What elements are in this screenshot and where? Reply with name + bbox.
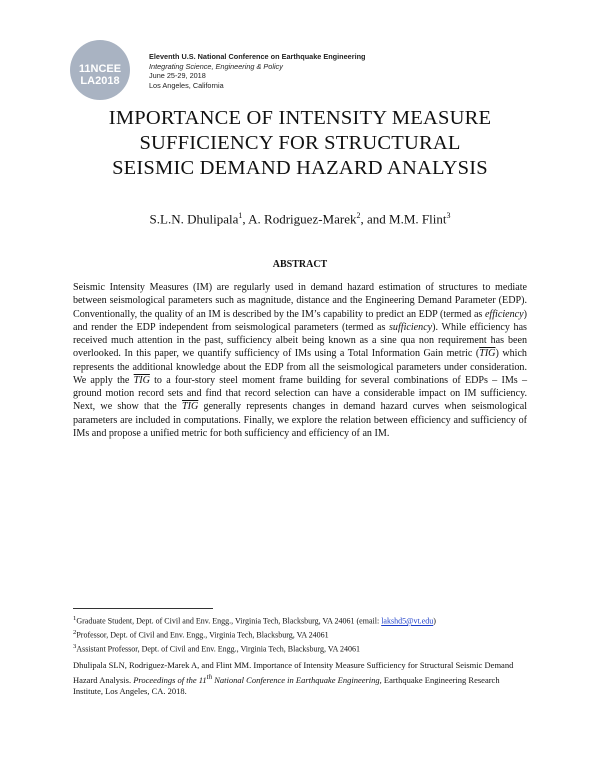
conference-logo (70, 40, 130, 100)
author-list (60, 211, 540, 227)
abstract-text: ) and render the EDP independent from seismological parameters (termed as (73, 308, 527, 333)
citation-proceedings: National Conference in Earthquake Engineering (212, 674, 380, 685)
paper-title (60, 106, 540, 181)
footnotes (73, 613, 436, 655)
abstract-emphasis: efficiency (484, 308, 524, 320)
author-separator: , and (360, 211, 390, 227)
footnote-text: Professor, Dept. of Civil and Env. Engg., Virginia Tech, Blacksburg, VA 24061 (76, 630, 329, 640)
citation-proceedings: Proceedings of the 11 (133, 674, 207, 685)
author-mark: 1 (238, 211, 243, 220)
author-mark: 2 (356, 211, 361, 220)
footnote-1 (73, 613, 436, 627)
abstract-text: ). While efficiency has received much attention in the past, sufficiency albeit being known as a sine qua non requirement has been overlooked. In this paper, we quantify sufficiency of IMs using a Total Information Gain metric ( (73, 321, 527, 360)
footnote-text: Graduate Student, Dept. of Civil and Env. Engg., Virginia Tech, Blacksburg, VA 24061 (email: (76, 616, 382, 626)
footnote-2 (73, 627, 436, 641)
footnote-text: Assistant Professor, Dept. of Civil and Env. Engg., Virginia Tech, Blacksburg, VA 24061 (76, 644, 360, 654)
logo-line1: 11NCEE (78, 63, 122, 75)
logo-line2: LA2018 (80, 75, 120, 87)
footnote-text: ) (433, 616, 436, 626)
author-name: A. Rodriguez-Marek (248, 211, 357, 227)
author-name: S.L.N. Dhulipala (149, 211, 239, 227)
conference-dates: June 25-29, 2018 (149, 71, 206, 81)
author-separator: , (242, 211, 249, 227)
title-line: SUFFICIENCY FOR STRUCTURAL (139, 132, 461, 154)
email-link[interactable]: lakshd5@vt.edu (381, 616, 434, 626)
title-line: SEISMIC DEMAND HAZARD ANALYSIS (112, 157, 488, 179)
abstract-heading: ABSTRACT (272, 259, 328, 270)
conference-location: Los Angeles, California (149, 80, 224, 90)
abstract-text: to a four-story steel moment frame building for several combinations of EDPs – IMs – ground motion record sets and find that record selection can have a considerable impact on IM sufficiency. Next, we show that the (73, 374, 527, 413)
citation-superscript: th (206, 672, 213, 681)
tig-symbol: $\overline{TIG}$ (182, 401, 199, 413)
footnote-mark: 3 (73, 642, 77, 650)
footnote-3 (73, 641, 436, 655)
conference-name: Eleventh U.S. National Conference on Earthquake Engineering (149, 52, 366, 61)
abstract-text: ) which represents the additional knowledge about the EDP from all the seismological parameters under consideration. We apply the (73, 348, 527, 386)
tig-symbol: $\overline{TIG}$ (479, 348, 496, 360)
footnote-mark: 1 (73, 615, 77, 622)
footnote-mark: 2 (73, 628, 77, 636)
conference-tagline: Integrating Science, Engineering & Policy (149, 61, 283, 71)
author-mark: 3 (446, 211, 451, 220)
citation-text: , Earthquake Engineering Research Institute, Los Angeles, CA. 2018. (73, 674, 500, 697)
title-line: IMPORTANCE OF INTENSITY MEASURE (108, 107, 492, 129)
citation-text: Dhulipala SLN, Rodriguez-Marek A, and Flint MM. Importance of Intensity Measure Sufficiency for Structural Seismic Demand Hazard Analysis. (73, 660, 514, 685)
citation (73, 660, 527, 698)
abstract-body (73, 281, 527, 440)
abstract-text: generally represents changes in demand hazard curves when seismological parameters are included in computations. Finally, we explore the relation between efficiency and sufficiency of IMs and propose a unified metric for both sufficiency and efficiency of an IM. (73, 401, 527, 439)
footnote-divider (73, 608, 213, 609)
abstract-emphasis: sufficiency (389, 321, 433, 333)
author-name: M.M. Flint (389, 211, 447, 227)
tig-symbol: $\overline{TIG}$ (133, 374, 150, 386)
abstract-text: Seismic Intensity Measures (IM) are regularly used in demand hazard estimation of structures to mediate between seismological parameters such as magnitude, distance and the Engineering Demand Parameter (EDP). Conventionally, the quality of an IM is described by the IM’s capability to predict an EDP (termed as (73, 282, 527, 320)
conference-info (149, 52, 366, 90)
